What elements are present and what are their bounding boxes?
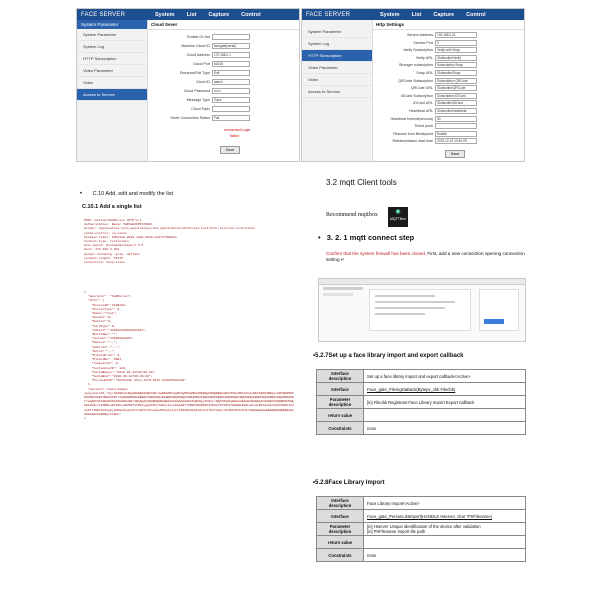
heading-5-2-7 xyxy=(313,353,464,359)
tab-cloud-sever[interactable]: Cloud Sever xyxy=(148,20,299,30)
form-input[interactable]: Verify with Snap xyxy=(435,47,477,53)
sidebar-item-video[interactable]: Video xyxy=(302,74,372,86)
form-input[interactable]: /Subscribe/QRCode xyxy=(435,85,477,91)
heading-c10: C.10 Add, edit and modify the list xyxy=(92,191,173,197)
form-label: Timed push xyxy=(414,124,433,129)
nav-capture[interactable]: Capture xyxy=(208,11,230,18)
table-value-cell: Face_gate_FilemgsiaBack(Bytepv_cbk Filecbk) xyxy=(364,383,526,396)
form-input[interactable]: /Subscribe/IDCard xyxy=(435,100,477,106)
mqttbox-logo xyxy=(388,207,408,227)
form-label: Entrance/Exit Type xyxy=(179,70,210,75)
heading-3-2: 3.2 mqtt Client tools xyxy=(326,178,397,187)
form-row xyxy=(375,93,477,99)
table-head-cell: return value xyxy=(317,409,364,422)
form-row xyxy=(150,43,250,49)
form-label: Snap URL xyxy=(416,70,433,75)
form-label: Retransmission start time xyxy=(392,139,433,144)
form-row xyxy=(150,97,250,103)
form-input[interactable]: •••••• xyxy=(212,88,250,94)
table-row xyxy=(317,383,526,396)
tab-http-settings[interactable]: Http Settings xyxy=(373,20,524,30)
table-value-cell xyxy=(364,409,526,422)
nav-system[interactable]: System xyxy=(155,11,175,18)
form-row xyxy=(375,108,477,114)
save-button[interactable]: Save xyxy=(220,146,240,154)
form-row xyxy=(375,62,477,68)
table-head-cell: Interface description xyxy=(317,370,364,383)
table-5-2-7 xyxy=(316,369,526,435)
sidebar xyxy=(302,20,373,161)
form-input[interactable]: facegate(serial) xyxy=(212,43,250,49)
form-label: Verify Subscription xyxy=(403,48,433,53)
heading-3-2-1-text: 3. 2. 1 mqtt connect step xyxy=(326,233,415,242)
form-input[interactable]: 2019-12-13 10:40:25 xyxy=(435,138,477,144)
table-head-cell: Interface xyxy=(317,510,364,523)
form-input[interactable]: admin xyxy=(212,79,250,85)
heading-5-2-8-text: 5.2.8Face Library Import xyxy=(315,480,385,486)
bullet-dot-icon: • xyxy=(318,233,321,242)
form-label: Enable Or Not xyxy=(187,34,210,39)
form-row xyxy=(375,131,477,137)
firewall-note: Confirm that the system firewall has been closed. xyxy=(326,251,427,256)
status-line-1: connected,Login xyxy=(224,128,251,132)
form-row xyxy=(375,40,477,46)
form-input[interactable]: 172.168.2.1 xyxy=(212,52,250,58)
form-row xyxy=(375,123,477,129)
connect-step-paragraph xyxy=(326,251,526,263)
sidebar-item-system-parameter[interactable]: System Parameter xyxy=(77,29,147,41)
sidebar-item-access-service[interactable]: Access to Service xyxy=(77,89,147,101)
brand-logo: FACE SERVER xyxy=(81,11,126,18)
bullet-dot-icon: • xyxy=(313,480,316,486)
form-label: Machine Cloud ID xyxy=(181,43,210,48)
table-head-cell: Interface xyxy=(317,383,364,396)
sidebar-item-video-parameter[interactable]: Video Parameter xyxy=(302,62,372,74)
status-line-2: failed xyxy=(230,134,239,138)
form-input[interactable]: Enable xyxy=(435,131,477,137)
form-row xyxy=(150,70,250,76)
sidebar-item-system-parameter[interactable]: System Parameter xyxy=(302,26,372,38)
nav-control[interactable]: Control xyxy=(241,11,261,18)
form-row xyxy=(150,79,250,85)
table-head-cell: Constraints xyxy=(317,549,364,562)
bullet-c10 xyxy=(80,182,173,200)
table-head-cell: Parameter description xyxy=(317,523,364,536)
table-row xyxy=(317,497,526,510)
form-input[interactable]: /Subscribe/Snap xyxy=(435,70,477,76)
form-label: Service Address xyxy=(407,32,433,37)
form-input[interactable]: Topic xyxy=(212,97,250,103)
form-label: Heartbeat URL xyxy=(409,108,433,113)
save-button[interactable]: Save xyxy=(445,150,465,158)
form-input[interactable]: 61616 xyxy=(212,61,250,67)
form-input[interactable]: Exit xyxy=(212,70,250,76)
form-label: IDCard Subscription xyxy=(400,93,433,98)
table-row xyxy=(317,370,526,383)
heading-c101: C.10.1 Add a single list xyxy=(82,204,142,210)
sidebar-item-system-log[interactable]: System Log xyxy=(302,38,372,50)
sidebar-item-http-subscription[interactable]: HTTP Subscription xyxy=(77,53,147,65)
form-row xyxy=(375,85,477,91)
form-row xyxy=(150,61,250,67)
sidebar-item-system-log[interactable]: System Log xyxy=(77,41,147,53)
screenshot-http-settings xyxy=(301,8,525,162)
form-row xyxy=(375,116,477,122)
form-row xyxy=(150,52,250,58)
heading-5-2-8 xyxy=(313,480,384,486)
mqttbox-app-screenshot xyxy=(318,278,526,342)
nav-control[interactable]: Control xyxy=(466,11,486,18)
recommend-line xyxy=(326,212,378,218)
form-label: QRCode URL xyxy=(410,86,433,91)
table-row xyxy=(317,422,526,435)
form-row xyxy=(375,47,477,53)
recommend-text: Recommend mqttbox xyxy=(326,212,378,218)
form-label: IDCard URL xyxy=(413,101,433,106)
form-label: Cloud Address xyxy=(186,52,210,57)
form-label: Service Port xyxy=(413,40,433,45)
form-input[interactable]: /Subscribe/heartbeat xyxy=(435,108,477,114)
table-row xyxy=(317,523,526,536)
form-row xyxy=(150,88,250,94)
table-value-cell: Set up a face library import and export callback<Active> xyxy=(364,370,526,383)
table-value-cell: [in] Hserver Unique identification of the device after validation [in] PtrFilename Import file path xyxy=(364,523,526,536)
table-value-cell xyxy=(364,536,526,549)
form-label: Verify URL xyxy=(415,55,433,60)
form-input[interactable]: 192.168.2.21 xyxy=(435,32,477,38)
form-row xyxy=(375,32,477,38)
form-label: Sever Connection Status xyxy=(170,115,210,120)
top-nav-bar xyxy=(77,9,299,20)
form-row xyxy=(375,70,477,76)
form-input[interactable]: /Subscribe/Verify xyxy=(435,55,477,61)
nav-capture[interactable]: Capture xyxy=(433,11,455,18)
table-5-2-8 xyxy=(316,496,526,562)
form-label: Heartbeat Interval(second) xyxy=(390,116,433,121)
form-input[interactable]: 0 xyxy=(435,40,477,46)
form-input[interactable]: 30 xyxy=(435,116,477,122)
form-row xyxy=(150,106,250,112)
heading-5-2-7-text: 5.2.7Set up a face library import and export callback xyxy=(315,353,464,359)
table-head-cell: return value xyxy=(317,536,364,549)
request-json-body: { "operator": "AddPerson", "info": { "DeviceID":1100132, "PersonType": 0, "Name":"test", "Gender":0, "Nation":0, "CardType":0, "IdCard":"430522199910044011", "Birthday":"", "Telnum":"13888888888", "Native":"……", "Address":"………", "Notes":"……", "MjCardFrom": 0, "MjCardNo": 9987, "Tempvalid": 0, "CustomizeID": 123, "ValidBegin":"2018-06-12T09:09:20", "ValidEnd":"2018-06-12T09:09:20", "PersonUUID":"9078c20c-25ce-4178-8672-3192a55a5cd8" }, "picinfo":"data:image/ jpeg;base64,/9j/4AAQSkZJRgABAQEASABIAAD/2wBDAAMCAgMCAgMDAwMEAwMEBQgFBQQEBQoHBwYIDAoMDAsKCwsNDhIQDQ4RDgsLEBYQERMUFRUVDA8XGBYUGBIUFRT/2wBDAQMEBAUEBQkFBQkUDQsNFBQUFBQUFBQUFBQUFBQUFBQUFBQUFBQUFBQUFBQUFBQUFBQUFBQUFBQUFBQUFBQUFBQUFBT/wAARCAFAAPADASIAAhEBAxEB/8QAHwAAAQUBAQEBAQEAAAAAAAAAAAECAwQFBgcICQoL/8QAtRAAAgEDAwIEAwUFBAQAAAF9AQIDAAQRBRIhMUEGE1FhByJxFDKBkaEII0KxwRVS0fAkM2JyggkKFhcYGRolJicoKSo0NTY3ODk6Q0RFRkdISUpTVFVWV1hZWmNkZWZnaGlqc3R1dnd4eXqDhIWGh4iJipKTlJWWl5iZmqKjpKWmp6ipqrKztLW2t7i5usLDxMXGx8jJytLT1NXW19jZ2uHi4+Tl5ufo6erx8vP09fb3+Pn6/8QAHwEAAwEBAQEBAQEBAQAAAAAAAAECAwQFBgcICQoL" } xyxy=(84,290,294,421)
form-input[interactable] xyxy=(212,106,250,112)
table-value-cell: [in] Filecbk Registrant Face Library Import Export callback xyxy=(364,396,526,409)
form-label: Resume from Breakpoint xyxy=(393,131,433,136)
mqttbox-logo-icon: ◉ xyxy=(395,209,401,215)
bullet-dot-icon: • xyxy=(80,191,83,197)
form-row xyxy=(150,115,250,121)
brand-logo: FACE SERVER xyxy=(306,11,351,18)
nav-list[interactable]: List xyxy=(411,11,422,18)
sidebar-item-video[interactable]: Video xyxy=(77,77,147,89)
table-row xyxy=(317,549,526,562)
form-row xyxy=(375,100,477,106)
bullet-dot-icon: • xyxy=(313,353,316,359)
table-value-cell: Face_gate_PersonListImport(HANDLE Hserver, char *PtrFilename) xyxy=(364,510,526,523)
http-request-header: POST /action/AddPerson HTTP/1.1 Authorization: Basic YWRtaW46MTIzNDU= Accept: application/json,application/xml,application/xhtml+xml,text/html,text/xml,text/plain cache-control: no-cache Postman-Token: 636a138-8846-4da2-9039-4a97cf3688be Content-Type: text/plain User-Agent: PostmanRuntime/7.3.5 Host: 172.168.2.202 accept-encoding: gzip, deflate content-length: 75475 Connection: keep-alive xyxy=(84,218,255,265)
sidebar-head: System Parameter xyxy=(77,20,147,29)
form-row xyxy=(150,34,250,40)
table-value-cell: none xyxy=(364,549,526,562)
form-input[interactable]: Subscription QRCode xyxy=(435,78,477,84)
form-label: Cloud Topic xyxy=(191,106,210,111)
form-input[interactable] xyxy=(212,34,250,40)
table-row xyxy=(317,510,526,523)
nav-list[interactable]: List xyxy=(186,11,197,18)
table-value-cell: Face Library Import<Active> xyxy=(364,497,526,510)
table-row xyxy=(317,536,526,549)
table-head-cell: Constraints xyxy=(317,422,364,435)
sidebar-item-http-subscription[interactable]: HTTP Subscription xyxy=(302,50,372,62)
connect-step-text: First, add a new connection opening connection setting ↵ xyxy=(326,251,525,262)
cloud-settings-panel xyxy=(148,20,299,161)
table-value-cell: none xyxy=(364,422,526,435)
form-row xyxy=(375,138,477,144)
form-label: Stranger subscription xyxy=(399,63,433,68)
form-label: Cloud Port xyxy=(193,61,210,66)
top-nav-bar xyxy=(302,9,524,20)
heading-3-2-1 xyxy=(318,233,414,242)
table-row xyxy=(317,396,526,409)
form-input[interactable]: Fail xyxy=(212,115,250,121)
form-label: QRCode Subscription xyxy=(398,78,433,83)
table-row xyxy=(317,409,526,422)
sidebar-item-access-service[interactable]: Access to Service xyxy=(302,86,372,98)
table-head-cell: Interface description xyxy=(317,497,364,510)
table-head-cell: Parameter description xyxy=(317,396,364,409)
form-row xyxy=(375,78,477,84)
form-label: Cloud ID xyxy=(196,79,210,84)
mqttbox-logo-text: MQTTBox xyxy=(390,217,406,221)
sidebar-item-video-parameter[interactable]: Video Parameter xyxy=(77,65,147,77)
form-label: Cloud Password xyxy=(183,88,210,93)
form-input[interactable]: Subscription IDCard xyxy=(435,93,477,99)
form-input[interactable]: Subscription Snap xyxy=(435,62,477,68)
form-input[interactable] xyxy=(435,123,477,129)
sidebar xyxy=(77,20,148,161)
screenshot-cloud-server xyxy=(76,8,300,162)
form-label: Message Type xyxy=(186,97,210,102)
form-row xyxy=(375,55,477,61)
http-settings-panel xyxy=(373,20,524,161)
nav-system[interactable]: System xyxy=(380,11,400,18)
